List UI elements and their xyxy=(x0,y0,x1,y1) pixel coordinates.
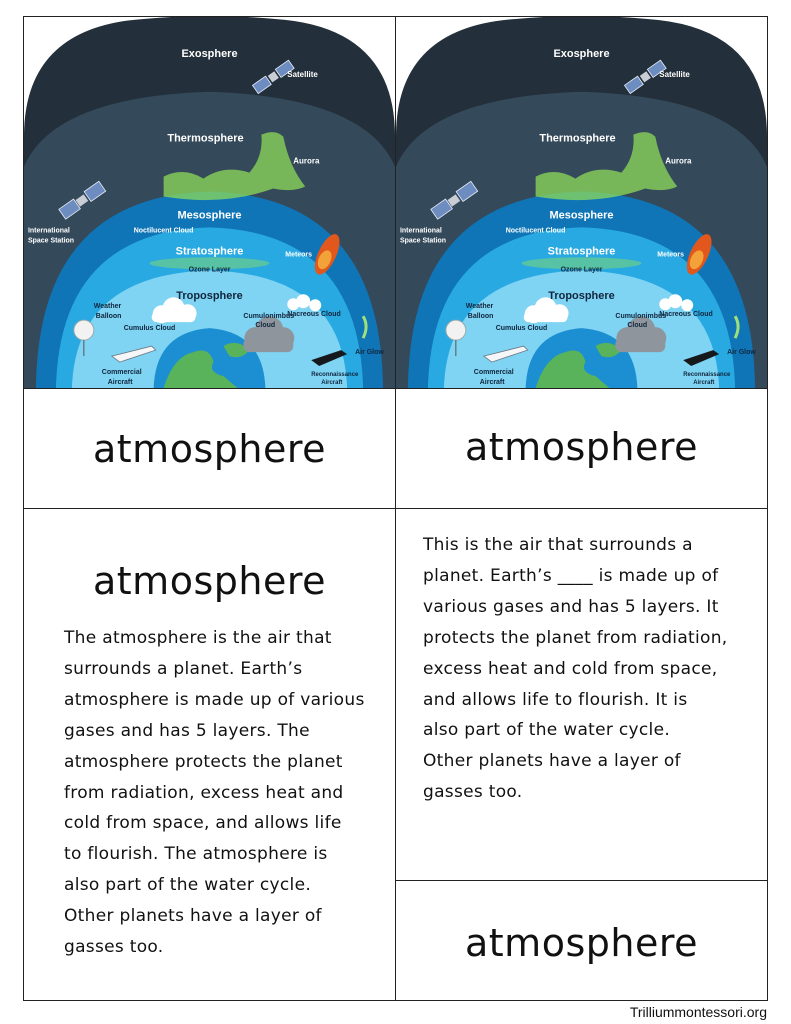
cloze-label-card xyxy=(396,881,767,1000)
definition-line: cold from space, and allows life xyxy=(64,813,342,834)
definition-line: surrounds a planet. Earth’s xyxy=(64,658,303,679)
cloze-line: various gases and has 5 layers. It xyxy=(423,596,719,617)
definition-line: gasses too. xyxy=(64,937,164,958)
definition-title: atmosphere xyxy=(93,559,326,603)
cloze-label-word: atmosphere xyxy=(465,921,698,965)
definition-line: gases and has 5 layers. The xyxy=(64,720,310,741)
footer-site: Trilliummontessori.org xyxy=(629,1004,767,1020)
cloze-line: excess heat and cold from space, xyxy=(423,658,718,679)
cloze-line: gasses too. xyxy=(423,782,523,803)
label-card-left xyxy=(24,389,395,508)
cloze-line: and allows life to flourish. It is xyxy=(423,689,688,710)
label-word: atmosphere xyxy=(465,425,698,469)
cloze-card xyxy=(396,509,767,880)
definition-line: atmosphere protects the planet xyxy=(64,751,343,772)
definition-card xyxy=(24,509,395,1000)
cloze-text xyxy=(423,530,728,808)
cloze-line: protects the planet from radiation, xyxy=(423,627,728,648)
atmosphere-layers-illustration-copy xyxy=(396,17,767,388)
label-card-right xyxy=(396,389,767,508)
cloze-line: Other planets have a layer of xyxy=(423,751,681,772)
definition-line: The atmosphere is the air that xyxy=(64,628,332,648)
definition-line: from radiation, excess heat and xyxy=(64,782,344,803)
picture-card-right xyxy=(396,17,767,388)
cloze-line: planet. Earth’s ____ is made up of xyxy=(423,565,719,586)
cloze-line: also part of the water cycle. xyxy=(423,720,671,741)
definition-line: Other planets have a layer of xyxy=(64,906,322,927)
atmosphere-layers-illustration xyxy=(24,17,395,388)
definition-line: atmosphere is made up of various xyxy=(64,689,365,710)
definition-line: also part of the water cycle. xyxy=(64,875,312,896)
definition-text xyxy=(64,623,365,963)
label-word: atmosphere xyxy=(93,427,326,471)
definition-line: to flourish. The atmosphere is xyxy=(64,844,328,865)
cloze-line: This is the air that surrounds a xyxy=(423,535,693,555)
picture-card-left xyxy=(24,17,395,388)
